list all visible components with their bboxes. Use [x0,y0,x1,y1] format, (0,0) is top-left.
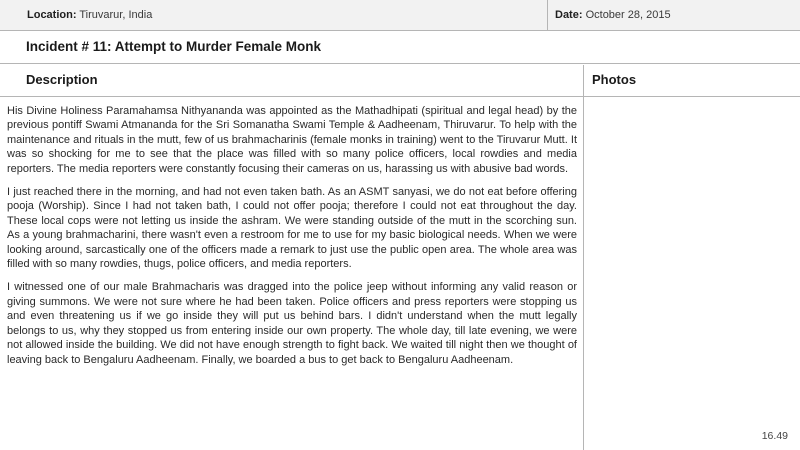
page-number: 16.49 [761,430,788,442]
body-row [0,97,800,450]
description-paragraph-3: I witnessed one of our male Brahmacharis was dragged into the police jeep without informing any valid reason or giving summons. We were not sure where he had been taken. Police officers and press reporters were stopping us and even threatening us if we go inside they will put us behind bars. I didn't understand when the mutt legally belongs to us, why they stopped us from entering inside our own property. The whole day, till late evening, we were not allowed inside the building. We did not have enough strength to fight back. We waited till night then we thought of leaving back to Bengaluru Aadheenam. Finally, we boarded a bus to get back to Bengaluru Aadheenam. [7,281,577,366]
description-column-header: Description [0,65,584,96]
location-label: Location: [27,9,77,21]
description-paragraph-2: I just reached there in the morning, and had not even taken bath. As an ASMT sanyasi, we do not eat before offering pooja (Worship). Since I had not taken bath, I could not offer pooja; therefore I could not eat throughout the day. These local cops were not letting us inside the ashram. We were standing outside of the mutt in the scorching sun. As a young brahmacharini, there wasn't even a restroom for me to use for my basic biological needs. When we were looking around, sarcastically one of the officers made a remark to just use the public open area. The whole area was filled with so many rowdies, thugs, police officers, and media reporters. [7,186,577,271]
date-value: October 28, 2015 [585,9,671,21]
incident-title: Incident # 11: Attempt to Murder Female Monk [0,31,800,64]
date-cell [548,0,800,30]
description-cell [0,97,584,450]
column-header-row [0,65,800,97]
photos-column-header: Photos [592,72,637,87]
location-value: Tiruvarur, India [79,9,153,21]
date-label: Date: [555,9,583,21]
location-cell [0,0,548,30]
description-paragraph-1: His Divine Holiness Paramahamsa Nithyananda was appointed as the Mathadhipati (spiritual and legal head) by the previous pontiff Swami Atmananda for the Sri Somanatha Swami Temple & Aadheenam, Thiruvarur. To help with the maintenance and rituals in the mutt, few of us brahmacharinis (female monks in training) went to the Tiruvarur Mutt. It was so shocking for me to see that the place was filled with so many police officers, local rowdies and media reporters. The media reporters were constantly focusing their cameras on us, harassing us with abusive bad words. [7,105,577,175]
photos-cell [585,97,800,450]
header-row [0,0,800,31]
